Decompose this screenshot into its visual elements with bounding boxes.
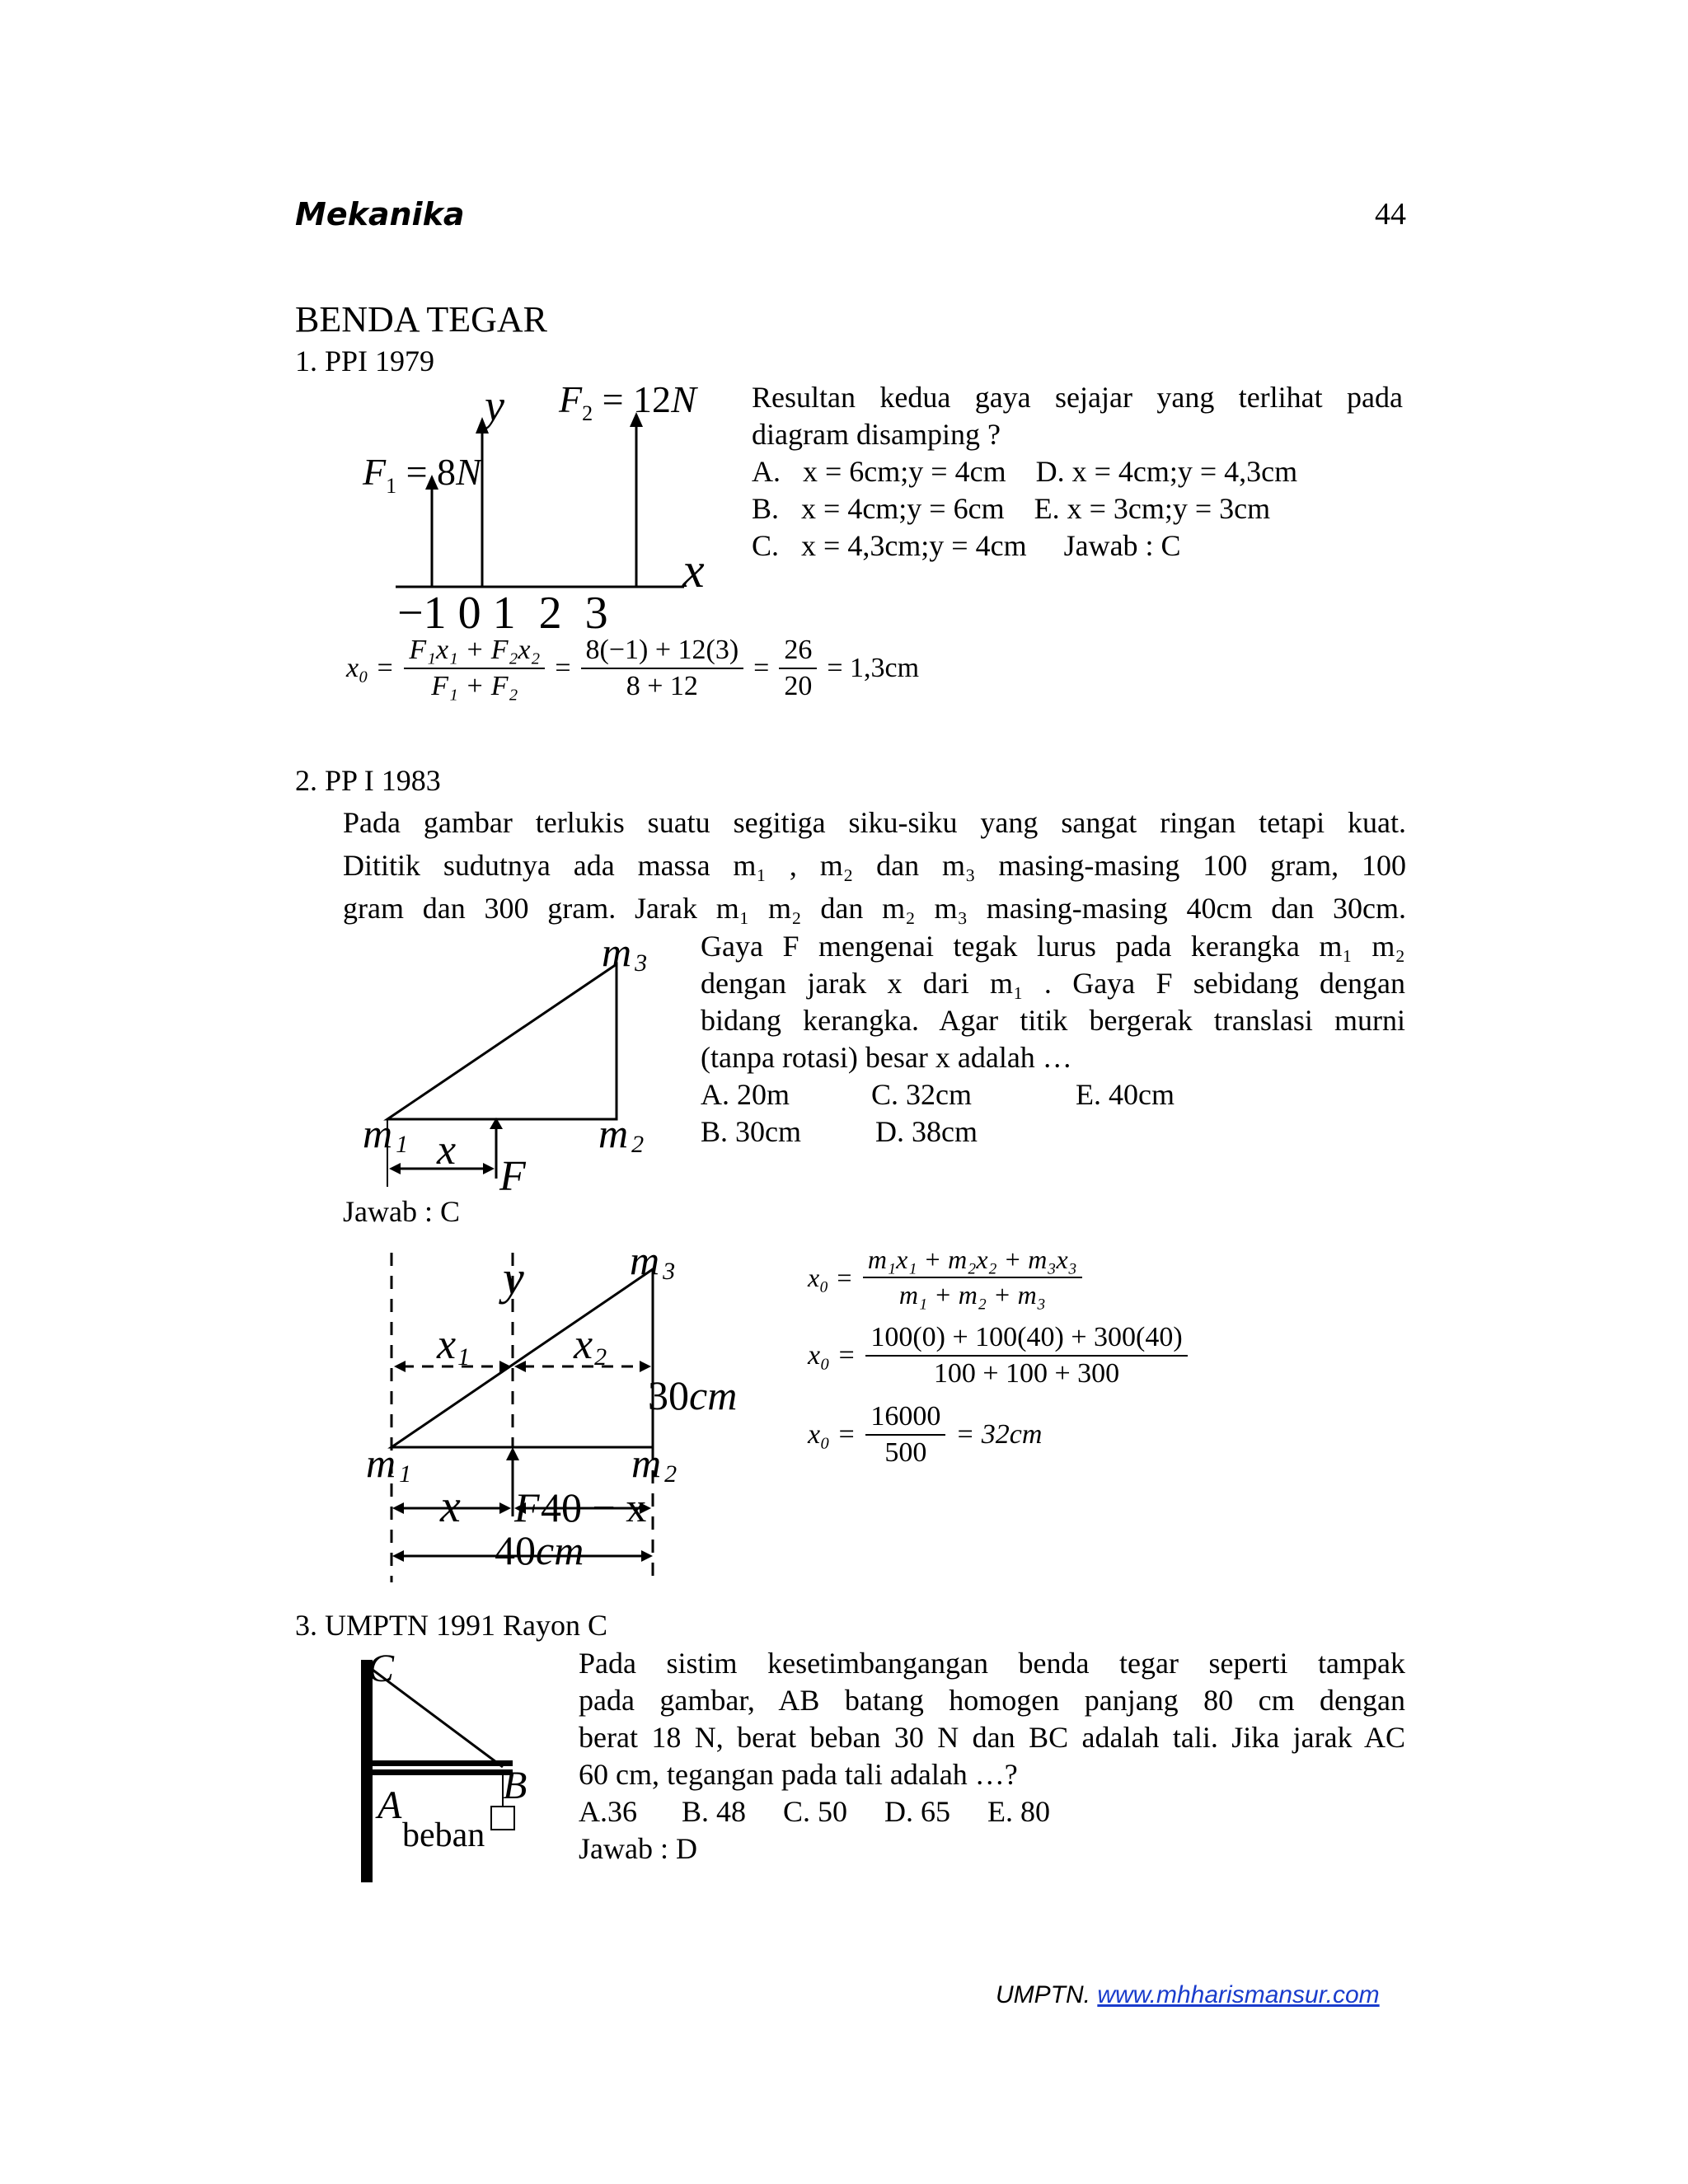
- svg-text:x: x: [440, 1481, 461, 1532]
- q2-para-line3: gram dan 300 gram. Jarak m₁ m₂ dan m₂ m₃ masing-masing 40cm dan 30cm.: [343, 892, 1406, 925]
- q1-option-b: B. x = 4cm;y = 6cm E. x = 3cm;y = 3cm: [752, 492, 1271, 525]
- svg-text:x2: x2: [574, 1321, 607, 1371]
- q2-right-line2: dengan jarak x dari m₁ . Gaya F sebidang dengan: [701, 967, 1405, 1000]
- svg-text:40cm: 40cm: [495, 1527, 584, 1573]
- q2-options-row1: A. 20m C. 32cm E. 40cm: [701, 1078, 1175, 1111]
- q1-x-label: x: [682, 543, 705, 598]
- q3-answer: Jawab : D: [579, 1832, 697, 1865]
- q1-axis-ticks: −1 0 1 2 3: [397, 588, 608, 639]
- svg-text:m2: m 2: [598, 1110, 645, 1158]
- svg-text:30cm: 30cm: [648, 1372, 738, 1418]
- q2-para-line2: Dititik sudutnya ada massa m₁ , m₂ dan m₃ masing-masing 100 gram, 100: [343, 849, 1406, 882]
- q2-triangle-diagram: [354, 931, 684, 1195]
- footer-prefix: UMPTN.: [996, 1981, 1098, 2008]
- svg-text:F2 = 12N: $F_2 = 12N$: [559, 379, 696, 425]
- q1-heading: 1. PPI 1979: [295, 344, 435, 377]
- q3-bracket-diagram: [346, 1645, 560, 1892]
- svg-text:m1: m 1: [363, 1110, 409, 1158]
- svg-text:x1: x1: [437, 1321, 471, 1371]
- q1-text-line2: diagram disamping ?: [752, 418, 1001, 451]
- q3-line1: Pada sistim kesetimbangangan benda tegar seperti tampak: [579, 1647, 1405, 1680]
- q2-options-row2: B. 30cm D. 38cm: [701, 1115, 978, 1148]
- svg-text:F: F: [499, 1153, 526, 1195]
- page-number: 44: [1375, 197, 1406, 232]
- q1-option-a: A. x = 6cm;y = 4cm D. x = 4cm;y = 4,3cm: [752, 455, 1298, 488]
- q3-options: A.36 B. 48 C. 50 D. 65 E. 80: [579, 1795, 1051, 1828]
- running-header: Mekanika: [295, 196, 465, 232]
- svg-text:F1 = 8N: $F_1 = 8N$: [363, 451, 481, 498]
- q1-equation: x₀ = $\frac{\text{F₁x₁ + F₂x₂}}{\text{F₁ + F₂}}$ = $\frac{8(-1) + 12(3)}{8 + 12}$ = $\frac{26}{20}$ = 1,3cm: [346, 635, 920, 701]
- q3-heading: 3. UMPTN 1991 Rayon C: [295, 1609, 608, 1642]
- svg-text:beban: beban: [402, 1816, 485, 1854]
- svg-text:x: x: [437, 1127, 457, 1174]
- svg-text:y: y: [503, 1251, 524, 1305]
- svg-text:m3: m 3: [602, 931, 648, 977]
- svg-text:B: B: [503, 1764, 528, 1807]
- svg-text:F: F: [514, 1484, 540, 1530]
- footer-website-link[interactable]: www.mhharismansur.com: [1097, 1981, 1380, 2008]
- svg-text:40 − x: 40 − x: [541, 1484, 647, 1530]
- q2-right-line1: Gaya F mengenai tegak lurus pada kerangka m₁ m₂: [701, 930, 1405, 963]
- svg-text:A: A: [377, 1783, 402, 1827]
- q2-para-line1: Pada gambar terlukis suatu segitiga siku-siku yang sangat ringan tetapi kuat.: [343, 806, 1406, 839]
- q3-line4: 60 cm, tegangan pada tali adalah …?: [579, 1758, 1018, 1791]
- q2-solution-equations: x₀ = $\frac{\text{m₁x₁ + m₂x₂ + m₃x₃}}{\text{m₁ + m₂ + m₃}}$ x₀ = $\frac{100(0) + 100(40) + 300(40)}{100 + 100 + 300}$ x₀ = $\frac{16000}{500}$ = 32cm: [808, 1244, 1188, 1469]
- q2-right-line3: bidang kerangka. Agar titik bergerak translasi murni: [701, 1004, 1405, 1037]
- q1-option-c: C. x = 4,3cm;y = 4cm Jawab : C: [752, 529, 1181, 562]
- q2-solution-diagram: [354, 1236, 783, 1599]
- q2-answer: Jawab : C: [343, 1195, 460, 1228]
- q1-force-diagram: [346, 379, 742, 643]
- q3-line3: berat 18 N, berat beban 30 N dan BC adalah tali. Jika jarak AC: [579, 1721, 1405, 1754]
- q2-right-line4: (tanpa rotasi) besar x adalah …: [701, 1041, 1072, 1074]
- q3-line2: pada gambar, AB batang homogen panjang 80 cm dengan: [579, 1684, 1405, 1717]
- svg-text:m3: m 3: [630, 1237, 676, 1285]
- svg-text:m1: m 1: [366, 1440, 412, 1488]
- section-title: BENDA TEGAR: [295, 299, 547, 340]
- q1-y-label: y: [485, 381, 504, 430]
- svg-text:m2: m 2: [631, 1440, 678, 1488]
- q1-text-line1: Resultan kedua gaya sejajar yang terlihat pada: [752, 381, 1403, 414]
- svg-text:C: C: [368, 1647, 395, 1690]
- q2-heading: 2. PP I 1983: [295, 764, 441, 797]
- footer: [996, 1981, 1380, 2009]
